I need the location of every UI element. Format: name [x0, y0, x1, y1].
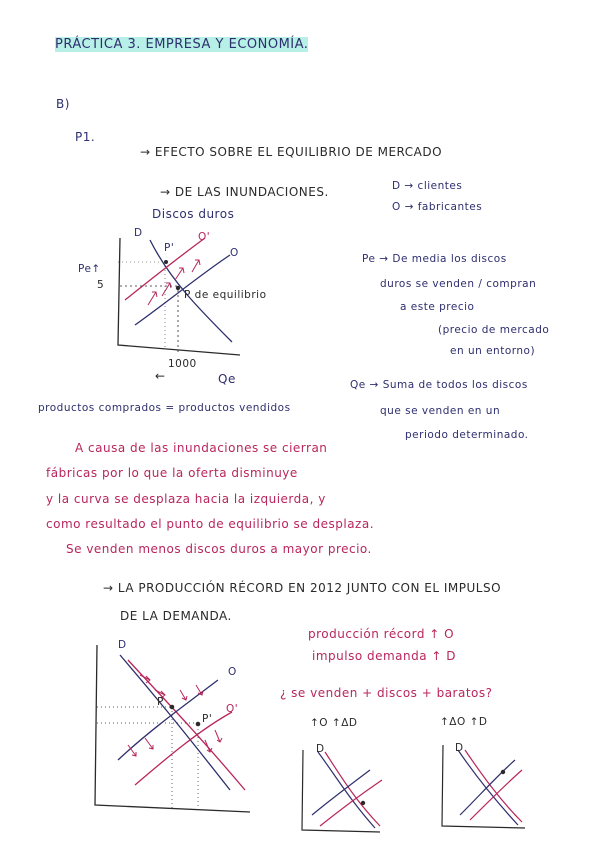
small-graph-right-axes [442, 742, 525, 828]
graph2-label-p: P [157, 696, 164, 708]
small-left-equilibrium [361, 801, 365, 805]
explanation-line-5: Se venden menos discos duros a mayor precio. [66, 542, 372, 556]
explanation-line-2: fábricas por lo que la oferta disminuye [46, 466, 298, 480]
floods-title: → DE LAS INUNDACIONES. [160, 185, 329, 199]
graph1-label-o: O [230, 247, 239, 259]
small-right-demand [458, 750, 518, 825]
graph1-label-five: 5 [97, 279, 105, 291]
small-left-label: ↑O ↑ΔD [310, 717, 358, 729]
graph2-equilibrium-point [170, 705, 175, 710]
graph2-new-equilibrium-point [196, 722, 201, 727]
small-right-label: ↑ΔO ↑D [440, 716, 488, 728]
pe-def-line-4: (precio de mercado [438, 324, 550, 336]
qe-def-line-3: periodo determinado. [405, 429, 529, 441]
graph2-supply-arrow-1 [180, 690, 187, 700]
graph2-label-o1: O' [226, 703, 239, 715]
explanation-line-4: como resultado el punto de equilibrio se desplaza. [46, 517, 375, 531]
graph2-axes [95, 645, 250, 812]
page-title-text: PRÁCTICA 3. EMPRESA Y ECONOMÍA. [55, 37, 309, 52]
graph1-label-equilibrium: P de equilibrio [184, 289, 267, 301]
graph2-supply-arrow-4 [145, 738, 153, 749]
graph1-left-arrow: ← [155, 369, 166, 383]
pe-def-line-5: en un entorno) [450, 345, 536, 357]
small-right-d: D [455, 742, 464, 754]
graph2-label-d: D [118, 639, 127, 651]
record-title-line-1: → LA PRODUCCIÓN RÉCORD EN 2012 JUNTO CON EL IMPULSO [103, 581, 502, 595]
qe-def-line-2: que se venden en un [380, 405, 501, 417]
qe-def-line-1: Qe → Suma de todos los discos [350, 379, 528, 391]
graph2-demand-curve [120, 655, 230, 790]
graph1-label-o1: O' [198, 231, 211, 243]
effect-title: → EFECTO SOBRE EL EQUILIBRIO DE MERCADO [140, 145, 443, 159]
graph2-supply-arrow-2 [196, 685, 203, 695]
graph1-label-d: D [134, 227, 143, 239]
small-right-supply [460, 760, 515, 815]
graph2-label-p1: P' [202, 713, 213, 725]
explanation-line-3: y la curva se desplaza hacia la izquierda, y [46, 492, 326, 506]
graph1-label-p1: P' [164, 242, 175, 254]
pe-def-line-2: duros se venden / compran [380, 278, 537, 290]
small-right-equilibrium [501, 770, 505, 774]
legend-d: D → clientes [392, 180, 463, 192]
record-note-1: producción récord ↑ O [308, 627, 455, 641]
graph2-supply-arrow-6 [215, 730, 222, 742]
bought-equals-sold: productos comprados = productos vendidos [38, 402, 291, 414]
p1-label: P1. [75, 130, 96, 144]
small-left-d: D [316, 743, 325, 755]
pe-def-line-1: Pe → De media los discos [362, 253, 507, 265]
graph2-shifted-demand-curve [128, 660, 245, 790]
graph1-label-thousand: 1000 [168, 358, 197, 370]
legend-o: O → fabricantes [392, 201, 483, 213]
graph1-label-qe: Qe [218, 372, 236, 386]
record-note-2: impulso demanda ↑ D [312, 649, 457, 663]
cheaper-question: ¿ se venden + discos + baratos? [280, 686, 493, 700]
explanation-line-1: A causa de las inundaciones se cierran [75, 441, 328, 455]
discos-duros-label: Discos duros [152, 207, 235, 221]
record-title-line-2: DE LA DEMANDA. [120, 609, 232, 623]
section-b-label: B) [56, 97, 70, 111]
small-left-shifted-supply [320, 780, 382, 826]
graph1-label-pe: Pe↑ [78, 263, 101, 275]
small-left-demand [318, 752, 375, 828]
pe-def-line-3: a este precio [400, 301, 475, 313]
graph2-label-o: O [228, 666, 237, 678]
